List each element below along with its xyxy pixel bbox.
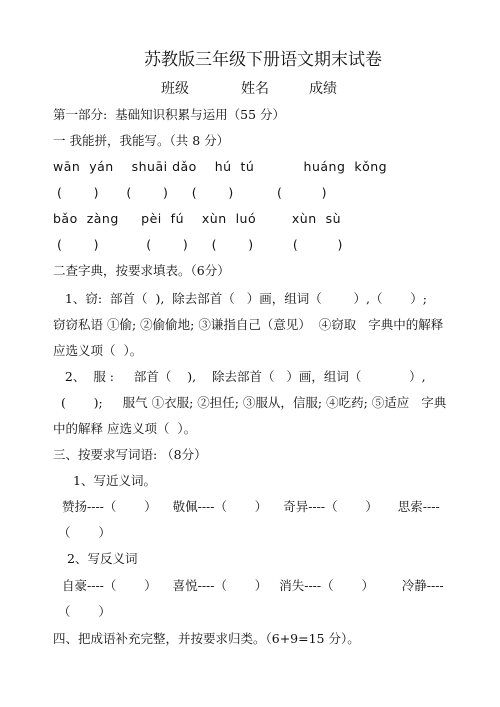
synonym-row-tail: （ ） — [58, 525, 111, 540]
section4-title: 四、把成语补充完整，并按要求归类。（6+9=15 分）。 — [53, 631, 360, 646]
exam-title: 苏教版三年级下册语文期末试卷 — [144, 50, 382, 70]
score-label: 成绩 — [309, 81, 337, 97]
answer-blanks-row-2: ( ) ( ) ( ) ( ) — [53, 237, 343, 252]
synonym-row: 赞扬----（ ） 敬佩----（ ） 奇异----（ ） 思索---- — [62, 499, 440, 514]
question-1-line-2: 窃窃私语 ①偷; ②偷偷地; ③谦指自己（意见） ④窃取 字典中的解释 — [53, 317, 444, 332]
question-2-line-3: 中的解释 应选义项（ ）。 — [53, 421, 197, 436]
part1-title: 第一部分: 基础知识积累与运用（55 分） — [53, 107, 286, 122]
antonym-subtitle: 2、写反义词 — [67, 551, 138, 566]
antonym-row: 自豪----（ ） 喜悦----（ ） 消失----（ ） 冷静---- — [62, 578, 444, 593]
section2-title: 二查字典，按要求填表。（6分） — [53, 263, 230, 278]
question-1-line-3: 应选义项（ ）。 — [53, 343, 143, 358]
antonym-row-tail: （ ） — [58, 604, 111, 619]
question-2-line-1: 2、 服 : 部首（ ), 除去部首（ ）画，组词（ ）, — [53, 369, 426, 384]
section1-title: 一 我能拼，我能写。（共 8 分） — [53, 133, 230, 148]
class-label: 班级 — [161, 81, 189, 97]
answer-blanks-row-1: ( ) ( ) ( ) ( ) — [53, 185, 327, 200]
section3-title: 三、按要求写词语: （8分） — [53, 447, 207, 462]
question-2-line-2: ( ); 服气 ①衣服; ②担任; ③服从，信服; ④吃药; ⑤适应 字典 — [53, 395, 447, 410]
name-label: 姓名 — [241, 81, 269, 97]
question-1-line-1: 1、窃: 部首（ ), 除去部首（ ）画，组词（ ）,（ ）; — [53, 291, 427, 306]
pinyin-row-1: wān yán shuāi dǎo hú tú huáng kǒng — [53, 159, 388, 174]
synonym-subtitle: 1、写近义词。 — [73, 473, 156, 488]
pinyin-row-2: bǎo zàng pèi fú xùn luó xùn sù — [53, 211, 342, 226]
